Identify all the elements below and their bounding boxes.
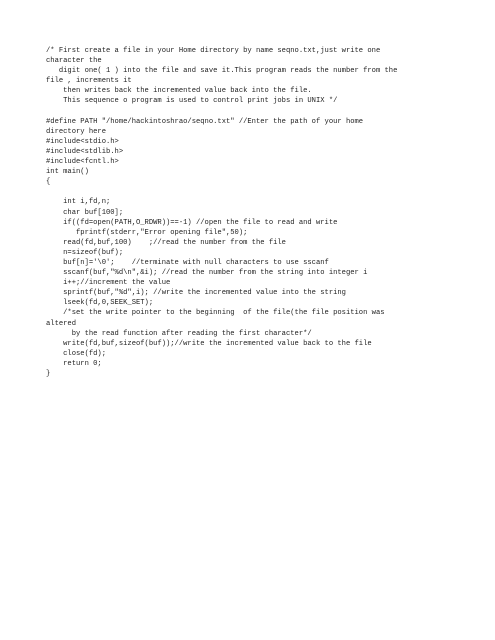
code-line: #include<stdlib.h> — [46, 147, 124, 156]
code-line: altered — [46, 319, 76, 328]
code-line: n=sizeof(buf); — [46, 248, 124, 257]
code-line: char buf[100]; — [46, 208, 124, 217]
code-line: then writes back the incremented value back into the file. — [46, 87, 312, 96]
code-line: } — [46, 370, 51, 378]
code-line — [46, 187, 456, 197]
code-line: sscanf(buf,"%d\n",&i); //read the number from the string into integer i — [46, 269, 368, 278]
code-line: directory here — [46, 127, 106, 136]
code-line: by the read function after reading the first character*/ — [46, 329, 312, 338]
code-line: close(fd); — [46, 349, 106, 358]
code-line — [46, 107, 456, 117]
code-line: write(fd,buf,sizeof(buf));//write the incremented value back to the file — [46, 339, 372, 348]
code-line: int i,fd,n; — [46, 198, 111, 207]
code-line: #include<fcntl.h> — [46, 158, 119, 167]
code-line: character the — [46, 57, 102, 66]
code-line: /* First create a file in your Home directory by name seqno.txt,just write one — [46, 47, 381, 55]
code-line: lseek(fd,0,SEEK_SET); — [46, 299, 154, 308]
code-listing — [46, 46, 456, 379]
code-line: This sequence o program is used to control print jobs in UNIX */ — [46, 97, 338, 106]
code-line: sprintf(buf,"%d",i); //write the incremented value into the string — [46, 289, 346, 298]
code-line: file , increments it — [46, 77, 132, 86]
code-line: { — [46, 178, 51, 187]
code-line: int main() — [46, 168, 89, 177]
code-line: i++;//increment the value — [46, 279, 171, 288]
code-line: return 0; — [46, 359, 102, 368]
code-line: #define PATH "/home/hackintoshrao/seqno.txt" //Enter the path of your home — [46, 117, 364, 126]
code-line: /*set the write pointer to the beginning of the file(the file position was — [46, 309, 385, 318]
code-line: read(fd,buf,100) ;//read the number from the file — [46, 238, 286, 247]
code-line: fprintf(stderr,"Error opening file",50); — [46, 228, 248, 237]
code-line: digit one( 1 ) into the file and save it.This program reads the number from the — [46, 67, 398, 76]
code-line: if((fd=open(PATH,O_RDWR))==-1) //open the file to read and write — [46, 218, 338, 227]
code-line: #include<stdio.h> — [46, 137, 119, 146]
code-line: buf[n]='\0'; //terminate with null characters to use sscanf — [46, 258, 329, 267]
